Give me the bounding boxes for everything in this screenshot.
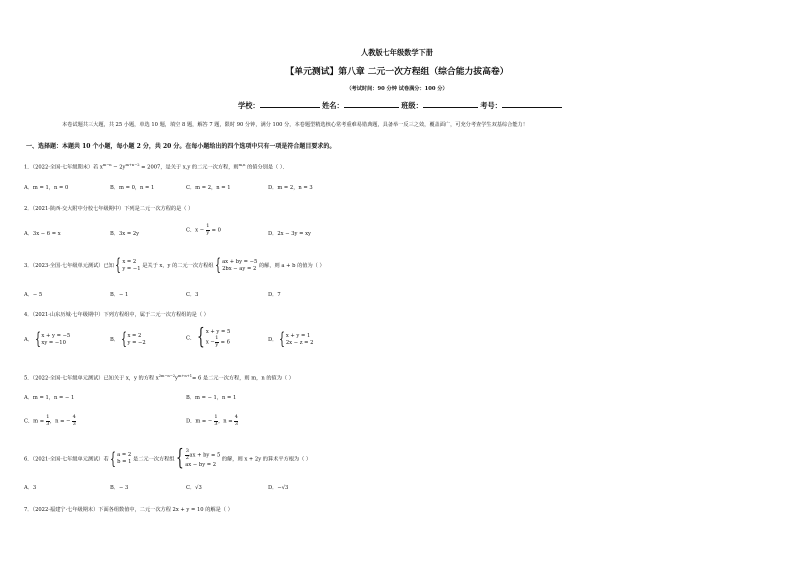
name-blank[interactable]: [344, 100, 399, 108]
q3-option-c: C．3: [186, 292, 199, 298]
q5-option-d: D．m = − $\frac{1}{3}$ ，n = $\frac{4}{3}$: [186, 414, 238, 427]
document-title: 人教版七年级数学下册: [361, 48, 433, 57]
q6-option-c: C．√3: [186, 485, 202, 491]
q2-option-a: A．3x − 6 = x: [24, 231, 61, 237]
q4-option-a: A． { x + y = −5 xy = −10: [24, 329, 71, 349]
q6-option-a: A．3: [24, 485, 37, 491]
q1-option-b: B．m = 0，n = 1: [110, 185, 155, 191]
q2-option-b: B．3x = 2y: [110, 231, 140, 237]
q3-option-a: A．− 5: [24, 292, 43, 298]
q6-option-b: B．− 3: [110, 485, 129, 491]
q5-option-c: C．m = $\frac{1}{3}$ ，n = − $\frac{4}{3}$: [24, 414, 76, 427]
school-label: 学校：: [238, 101, 260, 110]
question-3-stem: 3．（2023·全国·七年级单元测试）已知 { x = 2 y = −1 是关于 x，y 的二元一次方程组 { ax + by = −5 2bx − ay = 2 的解，则 a + b 的值为（ ）: [24, 255, 325, 275]
exam-info: （考试时间：90 分钟 试卷满分：100 分）: [346, 86, 448, 92]
q2-option-d: D．2x − 3y = xy: [268, 231, 311, 237]
question-6-stem: 6．（2021·全国·七年级单元测试）若 { a = 2 b = 1 是二元一次方程组 { $\frac{3}{2}$ ax + by = 5 ax − by = 2 的解，则 x + 2y 的算术平方根为（ ）: [24, 446, 312, 471]
q1-option-a: A．m = 1，n = 0: [24, 185, 69, 191]
document-subtitle: 【单元测试】第八章 二元一次方程组（综合能力拔高卷）: [285, 67, 509, 77]
question-1-stem: 1．（2022·全国·七年级期末）若 $x^{m-n} - 2y^{m+n-2} = 2007$，是关于 x,y 的二元一次方程，则$^{m,n}$ 的值分别是（ ）．: [24, 163, 288, 171]
q1-option-d: D．m = 2，n = 3: [268, 185, 313, 191]
q6-option-d: D．−√3: [268, 485, 289, 491]
q5-option-b: B．m = − 1，n = 1: [186, 395, 237, 401]
class-blank[interactable]: [423, 100, 478, 108]
q2-option-c: C．x − $\frac{1}{y}$ = 0: [186, 223, 221, 236]
q4-option-c: C． { x + y = 5 x − $\frac{1}{y}$ = 6: [186, 325, 231, 350]
q1-option-c: C．m = 2，n = 1: [186, 185, 231, 191]
section-one-heading: 一、选择题：本题共 10 个小题，每小题 2 分，共 20 分。在每小题给出的四个选项中只有一项是符合题目要求的。: [26, 143, 336, 150]
class-label: 班级：: [401, 101, 423, 110]
student-info-line: [238, 100, 562, 111]
name-label: 姓名：: [322, 101, 344, 110]
question-2-stem: 2．（2021·陕西·交大附中分校七年级期中）下列是二元一次方程的是（ ）: [24, 206, 194, 212]
question-7-stem: 7．（2022·福建宁·七年级期末）下面各组数值中，二元一次方程 2x + y = 10 的解是（ ）: [24, 507, 233, 513]
q4-option-d: D． { x + y = 1 2x − z = 2: [268, 329, 314, 349]
q3-option-d: D．7: [268, 292, 281, 298]
q3-option-b: B．− 1: [110, 292, 129, 298]
q5-option-a: A．m = 1，n = − 1: [24, 395, 75, 401]
number-label: 考号：: [480, 101, 502, 110]
question-4-stem: 4．（2021·山东历城·七年级期中）下列方程组中，属于二元一次方程组的是（ ）: [24, 312, 209, 318]
question-5-stem: 5．（2022·全国·七年级单元测试）已知关于 x，y 的方程 $x^{2m-n-2}y^{m+n+1}= 6$ 是二元一次方程，则 m，n 的值为（ ）: [24, 374, 294, 382]
q3-equation-system: { ax + by = −5 2bx − ay = 2: [215, 255, 258, 275]
q3-solution-system: { x = 2 y = −1: [115, 255, 141, 275]
number-blank[interactable]: [502, 100, 562, 108]
q4-option-b: B． { x = 2 y = −2: [110, 329, 146, 349]
exam-intro: 本卷试题共三大题，共 25 小题，单选 10 题，填空 8 题，解答 7 题，限时 90 分钟，满分 100 分，本卷题型精选核心常考重难易错典题，具备举一反三之效，覆盖面广，可充分考查学生双基综合能力！: [62, 122, 528, 128]
school-blank[interactable]: [260, 100, 320, 108]
